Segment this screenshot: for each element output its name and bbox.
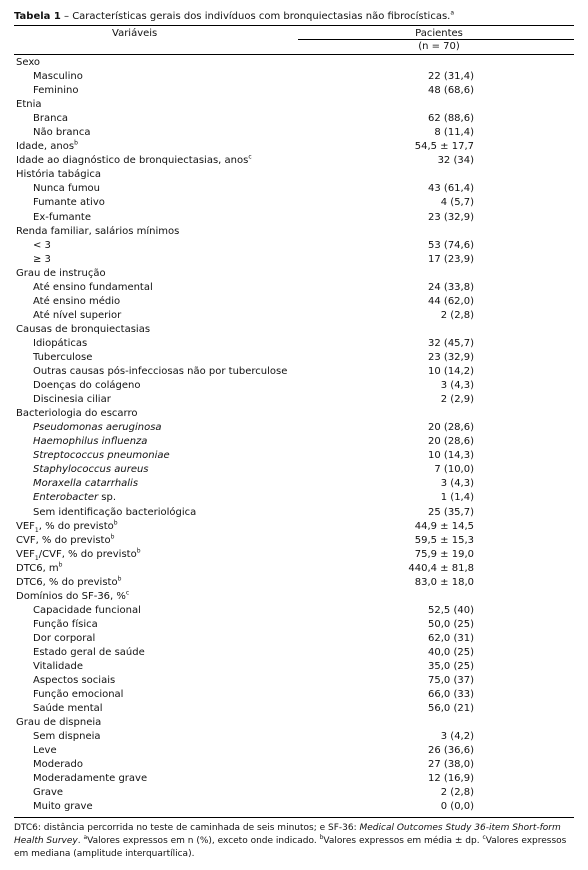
row-label: [33, 477, 138, 491]
row-label-text: Função emocional: [33, 689, 124, 701]
row-label: [33, 337, 87, 351]
row-label-text: Até ensino fundamental: [33, 281, 153, 293]
table-row: [14, 56, 574, 70]
row-label-sup: b: [113, 519, 118, 527]
footnote-italic: Medical Outcomes Study 36-item Short-form Health Survey: [14, 822, 561, 846]
table-row: [14, 295, 574, 309]
table-row: [14, 70, 574, 84]
row-label: [16, 520, 118, 534]
table-row: [14, 491, 574, 505]
table-title-label: Tabela 1: [14, 11, 61, 22]
table-title-text: – Características gerais dos indivíduos com bronquiectasias não fibrocísticas.: [60, 11, 451, 22]
row-value: 83,0 ± 18,0: [414, 576, 474, 588]
table-row: [14, 239, 574, 253]
row-label: [33, 84, 78, 98]
row-label: [33, 295, 120, 309]
row-label-text: Enterobacter: [33, 492, 99, 504]
row-label: [33, 786, 63, 800]
table-row: [14, 267, 574, 281]
footnote-part1: DTC6: distância percorrida no teste de caminhada de seis minutos; e SF-36:: [14, 822, 360, 833]
row-label-text: Aspectos sociais: [33, 675, 116, 687]
row-value: 8 (11,4): [434, 127, 474, 139]
row-label: [16, 168, 101, 182]
header-subrule: [298, 39, 574, 40]
row-label-text: Masculino: [33, 71, 83, 83]
row-label: [16, 225, 179, 239]
row-label-text: Bacteriologia do escarro: [16, 408, 138, 420]
row-label-text: Etnia: [16, 99, 42, 111]
table-row: [14, 660, 574, 674]
row-label: [16, 154, 252, 168]
row-label: [16, 576, 121, 590]
row-value: 12 (16,9): [428, 773, 474, 785]
row-label-text: Dor corporal: [33, 632, 96, 644]
row-label-sup: c: [248, 154, 252, 161]
row-label-text: Moraxella catarrhalis: [33, 478, 139, 490]
row-label: [33, 646, 145, 660]
row-value: 2 (2,8): [440, 309, 474, 321]
row-value: 26 (36,6): [428, 745, 474, 757]
row-label: [16, 56, 40, 70]
row-label-text: Tuberculose: [33, 351, 93, 363]
table-row: [14, 379, 574, 393]
row-label-text: Streptococcus pneumoniae: [33, 450, 170, 462]
row-label: [16, 716, 101, 730]
table-row: [14, 618, 574, 632]
row-label-text: Até ensino médio: [33, 295, 121, 307]
footnote-sup-c: c: [482, 833, 486, 841]
row-label: [33, 281, 153, 295]
table-row: [14, 112, 574, 126]
row-value: 4 (5,7): [440, 197, 474, 209]
row-label-text: Grave: [33, 787, 64, 799]
table-row: [14, 196, 574, 210]
row-label: [33, 196, 105, 210]
table-row: [14, 702, 574, 716]
table-row: [14, 730, 574, 744]
table-row: [14, 604, 574, 618]
row-label-text: Idade ao diagnóstico de bronquiectasias, anos: [16, 155, 249, 167]
row-label: [33, 744, 57, 758]
row-label-text: Estado geral de saúde: [33, 646, 145, 658]
header-patients: Pacientes: [415, 28, 463, 39]
row-value: 54,5 ± 17,7: [414, 141, 474, 153]
row-label-sub: 1: [34, 554, 39, 562]
row-label: [33, 435, 147, 449]
table-row: [14, 632, 574, 646]
header-rule: [14, 54, 574, 55]
row-label: [33, 632, 95, 646]
table-row: [14, 506, 574, 520]
row-label: [33, 393, 111, 407]
row-label-text: Sem identificação bacteriológica: [33, 506, 197, 518]
row-label: [33, 660, 83, 674]
table-row: [14, 126, 574, 140]
row-label-text: Muito grave: [33, 801, 93, 813]
row-value: 0 (0,0): [440, 801, 474, 813]
row-label-text: Feminino: [33, 85, 79, 97]
table-row: [14, 154, 574, 168]
row-label-suffix: sp.: [98, 492, 117, 504]
row-label: [33, 379, 140, 393]
row-label: [33, 182, 100, 196]
row-label-text: Sem dispneia: [33, 731, 101, 743]
row-value: 44,9 ± 14,5: [414, 520, 474, 532]
row-value: 59,5 ± 15,3: [414, 534, 474, 546]
footnote-part5: Valores expressos em mediana (amplitude interquartílica).: [14, 835, 567, 859]
row-label-sup: c: [125, 589, 130, 597]
row-label: [33, 421, 162, 435]
row-label-rest: /CVF, % do previsto: [38, 548, 137, 560]
row-label-text: Doenças do colágeno: [33, 380, 141, 392]
row-value: 50,0 (25): [428, 618, 474, 630]
table-row: [14, 520, 574, 534]
row-value: 25 (35,7): [428, 506, 474, 518]
row-value: 75,9 ± 19,0: [414, 548, 474, 560]
footnote-part2: .: [77, 835, 84, 846]
row-label-text: Função física: [33, 618, 98, 630]
table-row: [14, 744, 574, 758]
row-label-text: Moderado: [33, 759, 83, 771]
row-label-sup: b: [74, 139, 78, 147]
row-value: 3 (4,3): [440, 478, 474, 490]
row-value: 7 (10,0): [434, 464, 474, 476]
row-value: 23 (32,9): [428, 351, 474, 363]
row-label-text: Renda familiar, salários mínimos: [16, 225, 180, 237]
row-label: [16, 98, 41, 112]
row-value: 62,0 (31): [428, 632, 474, 644]
table-row: [14, 688, 574, 702]
table-row: [14, 786, 574, 800]
row-label: [33, 674, 115, 688]
row-label-text: Saúde mental: [33, 703, 103, 715]
row-label-sub: 1: [34, 526, 39, 534]
table-row: [14, 562, 574, 576]
row-label: [33, 239, 51, 253]
row-label-text: VEF: [16, 548, 35, 560]
row-label-text: Grau de instrução: [16, 267, 106, 279]
row-value: 40,0 (25): [428, 646, 474, 658]
row-label: [16, 140, 78, 154]
row-value: 3 (4,3): [440, 380, 474, 392]
table-row: [14, 421, 574, 435]
row-value: 2 (2,8): [440, 787, 474, 799]
table-row: [14, 576, 574, 590]
table-row: [14, 716, 574, 730]
table-row: [14, 646, 574, 660]
row-value: 43 (61,4): [428, 183, 474, 195]
row-label: [33, 253, 51, 267]
row-label: [33, 702, 103, 716]
table-row: [14, 182, 574, 196]
row-label-text: Domínios do SF-36, %: [16, 590, 126, 602]
table-row: [14, 84, 574, 98]
row-label-text: < 3: [33, 239, 51, 251]
row-label: [16, 562, 62, 576]
footnote-sup-b: b: [319, 833, 324, 841]
table-row: [14, 253, 574, 267]
table-row: [14, 323, 574, 337]
row-value: 440,4 ± 81,8: [408, 562, 474, 574]
table-row: [14, 337, 574, 351]
row-label: [33, 758, 83, 772]
row-label: [33, 800, 93, 814]
table-row: [14, 351, 574, 365]
row-label-text: CVF, % do previsto: [16, 534, 111, 546]
row-label: [33, 70, 83, 84]
row-value: 48 (68,6): [428, 85, 474, 97]
row-value: 10 (14,3): [428, 450, 474, 462]
row-value: 3 (4,2): [440, 731, 474, 743]
header-n: (n = 70): [418, 41, 460, 52]
row-label-sup: b: [117, 575, 122, 583]
row-label: [16, 590, 129, 604]
row-value: 20 (28,6): [428, 436, 474, 448]
row-label: [16, 407, 137, 421]
table-row: [14, 590, 574, 604]
row-label: [33, 112, 68, 126]
row-label-text: Causas de bronquiectasias: [16, 323, 151, 335]
row-label-text: Grau de dispneia: [16, 717, 102, 729]
footnote-sup-a: a: [83, 833, 88, 841]
table-row: [14, 140, 574, 154]
table-body: [14, 56, 574, 815]
row-label: [33, 126, 90, 140]
row-label: [16, 548, 141, 562]
row-label: [33, 463, 149, 477]
footnote-part4: Valores expressos em média ± dp.: [323, 835, 483, 846]
row-label: [33, 604, 141, 618]
row-label-text: Pseudomonas aeruginosa: [33, 422, 162, 434]
row-label-text: Nunca fumou: [33, 183, 101, 195]
table-document: [14, 10, 574, 861]
table-footnote: [14, 822, 574, 861]
row-label-text: História tabágica: [16, 169, 102, 181]
table-title: [14, 10, 574, 23]
footnote-part3: Valores expressos em n (%), exceto onde indicado.: [87, 835, 320, 846]
row-label-text: Até nível superior: [33, 309, 122, 321]
row-value: 24 (33,8): [428, 281, 474, 293]
row-label-sup: b: [136, 547, 141, 555]
row-value: 32 (34): [437, 155, 474, 167]
table-row: [14, 365, 574, 379]
row-value: 52,5 (40): [428, 604, 474, 616]
table-row: [14, 225, 574, 239]
row-label-text: Haemophilus influenza: [33, 436, 148, 448]
row-label-text: Idade, anos: [16, 141, 75, 153]
row-label-text: ≥ 3: [33, 253, 51, 265]
row-label-text: DTC6, m: [16, 562, 59, 574]
row-label-rest: , % do previsto: [38, 520, 114, 532]
row-value: 2 (2,9): [440, 394, 474, 406]
row-label-text: Staphylococcus aureus: [33, 464, 149, 476]
row-label: [33, 618, 98, 632]
row-label: [33, 351, 92, 365]
row-value: 27 (38,0): [428, 759, 474, 771]
row-value: 22 (31,4): [428, 71, 474, 83]
table-row: [14, 281, 574, 295]
table-row: [14, 772, 574, 786]
row-value: 66,0 (33): [428, 689, 474, 701]
row-label-text: Não branca: [33, 127, 91, 139]
table-row: [14, 435, 574, 449]
row-value: 53 (74,6): [428, 239, 474, 251]
table-row: [14, 449, 574, 463]
row-label-text: Leve: [33, 745, 57, 757]
row-label: [33, 309, 121, 323]
table-row: [14, 477, 574, 491]
row-label: [33, 688, 123, 702]
row-value: 56,0 (21): [428, 703, 474, 715]
table-title-sup: a: [450, 9, 455, 17]
row-label-text: DTC6, % do previsto: [16, 576, 118, 588]
row-value: 62 (88,6): [428, 113, 474, 125]
row-label: [33, 211, 91, 225]
row-value: 75,0 (37): [428, 675, 474, 687]
row-value: 32 (45,7): [428, 337, 474, 349]
row-label-sup: b: [110, 533, 115, 541]
row-label-text: VEF: [16, 520, 35, 532]
table-row: [14, 534, 574, 548]
row-value: 44 (62,0): [428, 295, 474, 307]
table-row: [14, 309, 574, 323]
row-label-text: Idiopáticas: [33, 337, 88, 349]
table-row: [14, 758, 574, 772]
row-value: 20 (28,6): [428, 422, 474, 434]
row-label-text: Fumante ativo: [33, 197, 105, 209]
row-value: 23 (32,9): [428, 211, 474, 223]
row-label: [33, 730, 101, 744]
row-label-text: Moderadamente grave: [33, 773, 148, 785]
row-value: 10 (14,2): [428, 366, 474, 378]
table-row: [14, 393, 574, 407]
row-label-sup: b: [58, 561, 63, 569]
table-row: [14, 168, 574, 182]
table-header: [14, 26, 574, 54]
row-label: [16, 534, 114, 548]
table-row: [14, 407, 574, 421]
table-row: [14, 674, 574, 688]
table-row: [14, 548, 574, 562]
table-row: [14, 98, 574, 112]
row-label: [33, 772, 147, 786]
row-label: [33, 506, 196, 520]
row-label-text: Sexo: [16, 57, 41, 68]
table-row: [14, 800, 574, 814]
table-row: [14, 211, 574, 225]
row-label-text: Vitalidade: [33, 661, 83, 673]
row-value: 1 (1,4): [440, 492, 474, 504]
row-label: [33, 365, 287, 379]
header-variables: Variáveis: [112, 28, 158, 39]
row-label: [16, 267, 106, 281]
row-label-text: Outras causas pós-infecciosas não por tuberculose: [33, 366, 288, 378]
row-label-text: Branca: [33, 113, 69, 125]
row-label: [33, 449, 170, 463]
row-value: 17 (23,9): [428, 253, 474, 265]
bottom-rule: [14, 817, 574, 818]
row-label: [33, 491, 116, 505]
row-label-text: Ex-fumante: [33, 211, 91, 223]
row-label-text: Discinesia ciliar: [33, 394, 111, 406]
row-value: 35,0 (25): [428, 661, 474, 673]
row-label-text: Capacidade funcional: [33, 604, 141, 616]
table-row: [14, 463, 574, 477]
row-label: [16, 323, 150, 337]
